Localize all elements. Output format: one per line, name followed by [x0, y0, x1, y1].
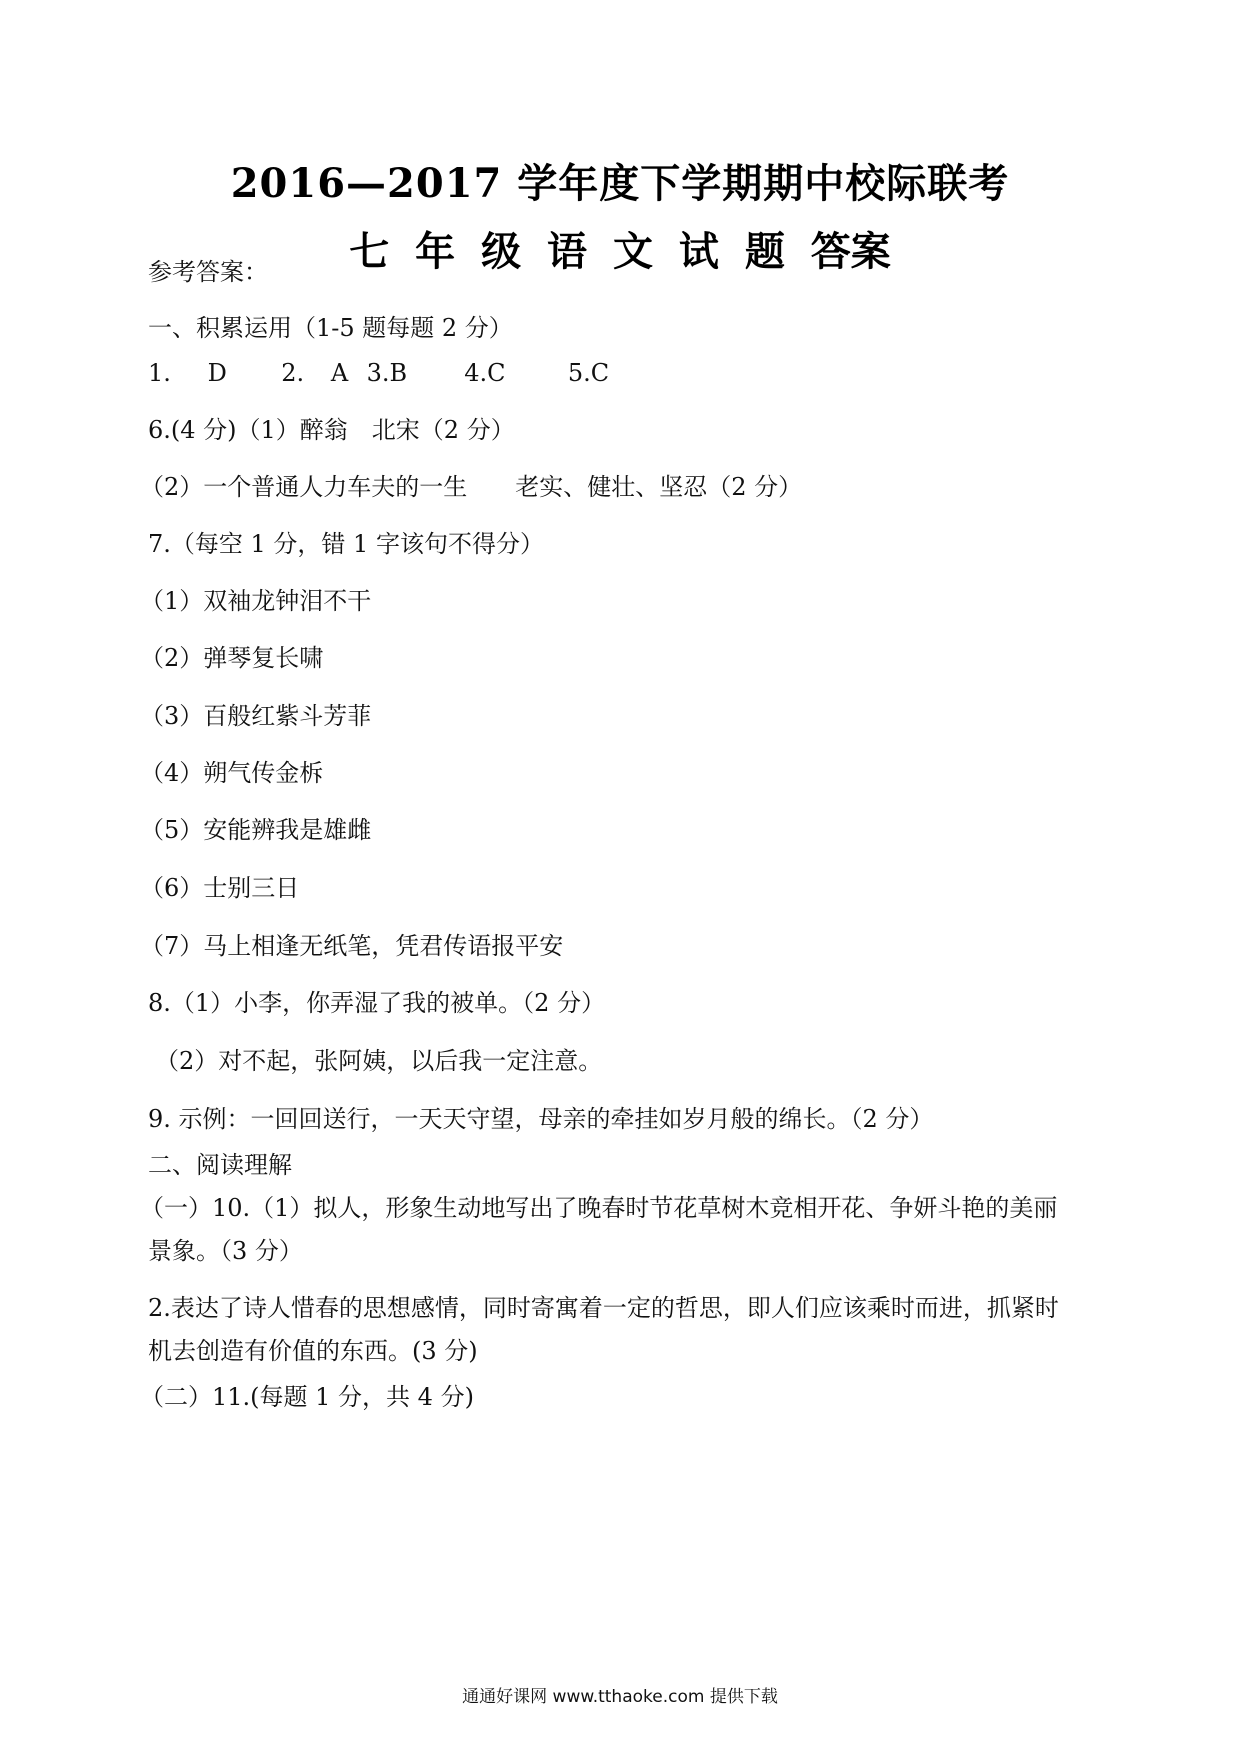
answer-item: 1. [148, 359, 171, 387]
answer-item: 3.B [366, 359, 408, 387]
exam-title: 2016—2017 学年度下学期期中校际联考 [230, 160, 1010, 207]
subtitle-char: 级 [481, 228, 522, 275]
section-heading-2: 二、阅读理解 [148, 1151, 292, 1179]
answer-q6: 6.(4 分)（1）醉翁 北宋（2 分） [148, 416, 515, 444]
answer-line-1-5 [148, 358, 609, 388]
answer-q10-line2: 景象。（3 分） [148, 1237, 303, 1265]
answer-q7-item: （2）弹琴复长啸 [140, 644, 324, 672]
subtitle-char: 语 [547, 228, 588, 275]
answer-q7: 7.（每空 1 分，错 1 字该句不得分） [148, 530, 544, 558]
answer-q7-item: （1）双袖龙钟泪不干 [140, 587, 372, 615]
answer-q7-item: （4）朔气传金柝 [140, 759, 324, 787]
answer-q11: （二）11.(每题 1 分，共 4 分) [140, 1383, 474, 1411]
answer-item: 5.C [567, 359, 610, 387]
subtitle-char: 文 [612, 228, 653, 275]
subtitle-char: 题 [744, 228, 785, 275]
answer-q7-item: （6）士别三日 [140, 874, 300, 902]
answer-item: 2. [281, 359, 305, 387]
subtitle-char: 年 [415, 228, 456, 275]
answer-q7-item: （7）马上相逢无纸笔，凭君传语报平安 [140, 932, 564, 960]
answer-q10-line4: 机去创造有价值的东西。(3 分) [148, 1337, 478, 1365]
subtitle-char: 答案 [810, 228, 891, 275]
answer-q10-line3: 2.表达了诗人惜春的思想感情，同时寄寓着一定的哲思，即人们应该乘时而进，抓紧时 [148, 1294, 1059, 1322]
answer-item: A [330, 359, 349, 387]
answer-item: 4.C [464, 359, 506, 387]
answer-q7-item: （3）百般红紫斗芳菲 [140, 702, 372, 730]
subtitle-char: 试 [678, 228, 719, 275]
section-heading-1: 一、积累运用（1-5 题每题 2 分） [148, 314, 513, 342]
footer-source: 通通好课网 www.tthaoke.com 提供下载 [462, 1687, 778, 1707]
reference-answer-label: 参考答案： [148, 258, 268, 286]
answer-q8-part2: （2）对不起，张阿姨，以后我一定注意。 [155, 1047, 603, 1075]
answer-q9: 9. 示例：一回回送行，一天天守望，母亲的牵挂如岁月般的绵长。（2 分） [148, 1105, 934, 1133]
subtitle-char: 七 [349, 228, 390, 275]
answer-item: D [207, 359, 227, 387]
answer-q10-line1: （一）10.（1）拟人，形象生动地写出了晚春时节花草树木竞相开花、争妍斗艳的美丽 [140, 1194, 1058, 1222]
answer-q7-item: （5）安能辨我是雄雌 [140, 816, 372, 844]
answer-q8-part1: 8.（1）小李，你弄湿了我的被单。（2 分） [148, 989, 606, 1017]
answer-q6-part2: （2）一个普通人力车夫的一生 老实、健壮、坚忍（2 分） [140, 473, 803, 501]
